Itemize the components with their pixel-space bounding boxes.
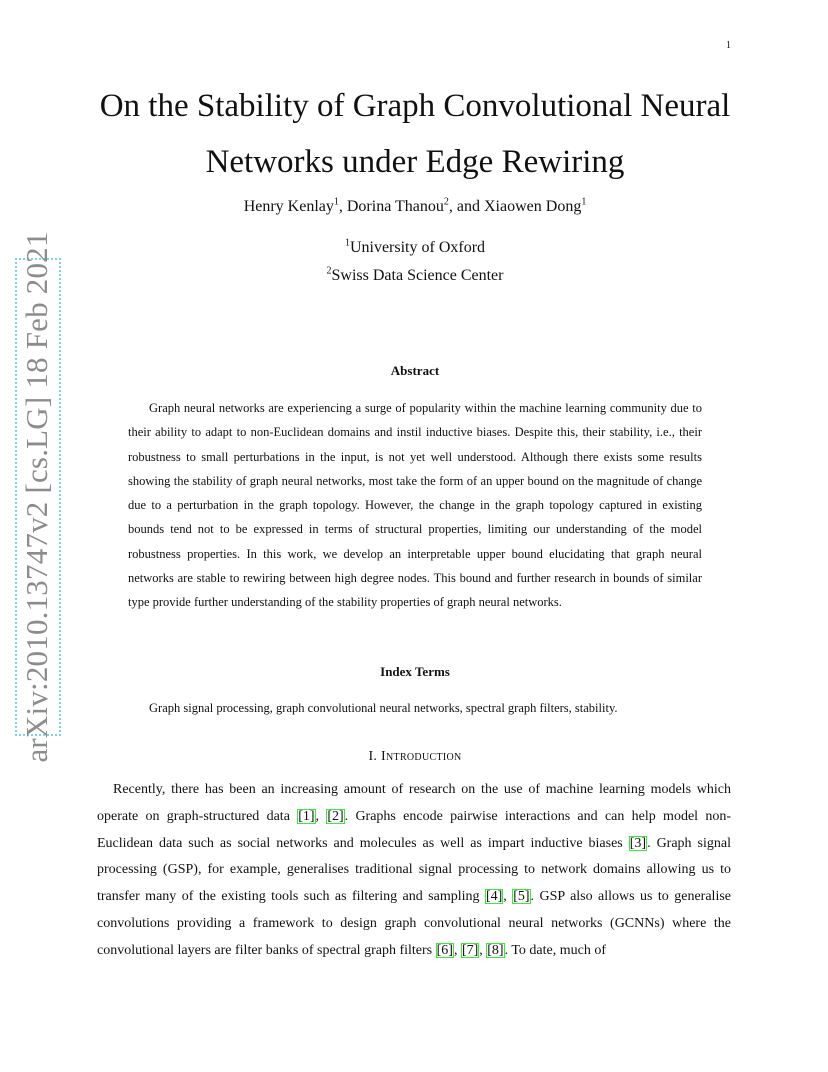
citation-link[interactable]: [2] [327, 808, 344, 824]
affiliation-oxford [60, 237, 770, 259]
body-text-run: , [479, 942, 487, 958]
section-number: I. [368, 749, 378, 764]
body-text-run: Recently, there has been an increasing amount of research on the use of machine learning models which operate on graph-structured data [97, 782, 731, 824]
citation-link[interactable]: [4] [485, 889, 503, 905]
affiliation-mark: 2 [326, 265, 332, 277]
affiliation-sdsc [60, 265, 770, 287]
abstract-heading: Abstract [390, 363, 440, 378]
author-list [60, 196, 770, 218]
affiliation-name: University of Oxford [349, 239, 486, 256]
introduction-paragraph [97, 777, 731, 965]
arxiv-identifier[interactable]: arXiv:2010.13747v2 [cs.LG] 18 Feb 2021 [19, 231, 54, 763]
author-affiliation-mark: 1 [581, 196, 587, 208]
citation-link[interactable]: [8] [487, 942, 504, 958]
index-terms-text: Graph signal processing, graph convolutional neural networks, spectral graph filters, stability. [149, 701, 618, 715]
body-text-run: , [315, 808, 327, 824]
citation-link[interactable]: [3] [629, 835, 647, 851]
section-title: Introduction [381, 749, 462, 764]
title-line-2: Networks under Edge Rewiring [205, 144, 625, 180]
page-number: 1 [726, 40, 731, 51]
body-text-run: , [503, 889, 513, 905]
author-affiliation-mark: 2 [443, 196, 449, 208]
body-text-run: . To date, much of [504, 942, 606, 958]
citation-link[interactable]: [1] [298, 808, 315, 824]
author-name: Xiaowen Dong [484, 198, 582, 215]
body-text-run: . GSP also allows us to generalise convolutions providing a framework to design graph convolutional neural networks (GCNNs) where the convolutional layers are filter banks of spectral graph filters [97, 889, 731, 958]
citation-link[interactable]: [7] [461, 942, 479, 958]
body-text-run: . Graph signal processing (GSP), for example, generalises traditional signal processing to network domains allowing us to transfer many of the existing tools such as filtering and sampling [97, 835, 731, 905]
affiliation-mark: 1 [344, 237, 350, 249]
citation-link[interactable]: [6] [436, 942, 453, 958]
section-heading-introduction [60, 749, 770, 765]
body-text-run: . Graphs encode pairwise interactions and can help model non-Euclidean data such as social networks and molecules as well as impart inductive biases [97, 808, 732, 851]
abstract-text: Graph neural networks are experiencing a surge of popularity within the machine learning community due to their ability to adapt to non-Euclidean domains and instil inductive biases. Despite this, their stability, i.e., their robustness to small perturbations in the input, is not yet well understood. Although there exists some results showing the stability of graph neural networks, most take the form of an upper bound on the magnitude of change due to a perturbation in the graph topology. However, the change in the graph topology captured in existing bounds tend not to be expressed in terms of structural properties, limiting our understanding of the model robustness properties. In this work, we develop an interpretable upper bound elucidating that graph neural networks are stable to rewiring between high degree nodes. This bound and further research in bounds of similar type provide further understanding of the stability properties of graph neural networks. [128, 401, 702, 610]
author-name: Henry Kenlay [243, 198, 334, 215]
title-line-1: On the Stability of Graph Convolutional Neural [99, 88, 731, 124]
author-separator: , and [448, 198, 484, 215]
paper-title [60, 78, 770, 190]
citation-link[interactable]: [5] [513, 889, 530, 905]
author-affiliation-mark: 1 [333, 196, 339, 208]
affiliation-name: Swiss Data Science Center [331, 267, 504, 284]
author-name: Dorina Thanou [346, 198, 444, 215]
body-text-run: , [453, 942, 461, 958]
index-terms-heading: Index Terms [380, 664, 450, 679]
author-separator: , [338, 198, 347, 215]
